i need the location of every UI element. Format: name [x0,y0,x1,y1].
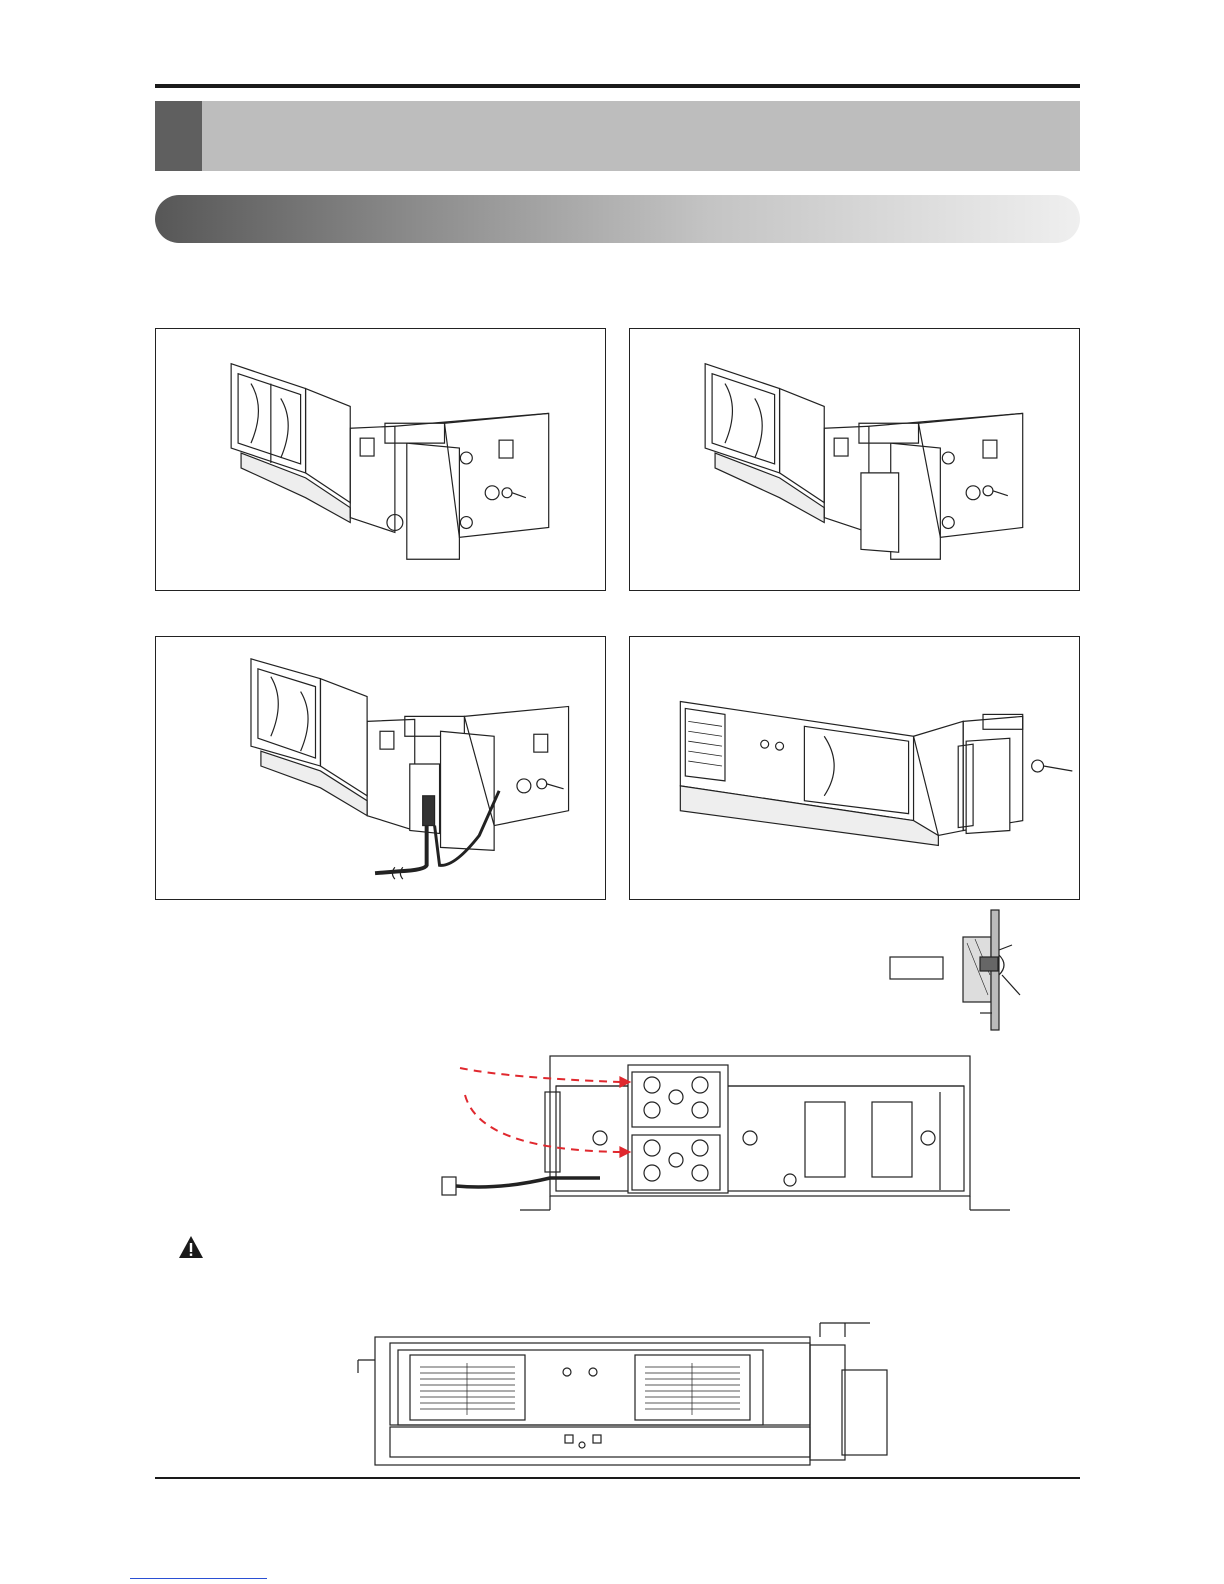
figure-panel-3 [155,636,606,900]
bottom-rule [155,1477,1080,1479]
relay-left [805,1102,845,1177]
subsection-header-pill [155,195,1080,243]
fan-right-grille [645,1363,740,1415]
unit-illustration-1 [156,329,605,590]
control-box-wiring-diagram [440,1050,1015,1225]
section-header-bar [155,101,1080,171]
wiring-arrow-upper [460,1068,620,1082]
figure-panel-4 [629,636,1080,900]
figure-panel-1 [155,328,606,591]
screw-detail-diagram [880,905,1030,1035]
section-number-tab [155,101,202,171]
power-cable [456,1178,600,1187]
top-rule [155,84,1080,88]
cable-connector [442,1177,456,1195]
wiring-arrow-lower [465,1095,620,1152]
figure-panel-2 [629,328,1080,591]
detail-label-box [890,957,943,979]
unit-illustration-4 [630,637,1079,899]
fan-left-grille [420,1363,515,1415]
relay-right [872,1102,912,1177]
unit-illustration-2 [630,329,1079,590]
footer-link-underline[interactable] [130,1578,267,1579]
unit-front-view-diagram [350,1315,890,1470]
unit-illustration-3 [156,637,605,899]
warning-triangle-icon [178,1235,204,1259]
